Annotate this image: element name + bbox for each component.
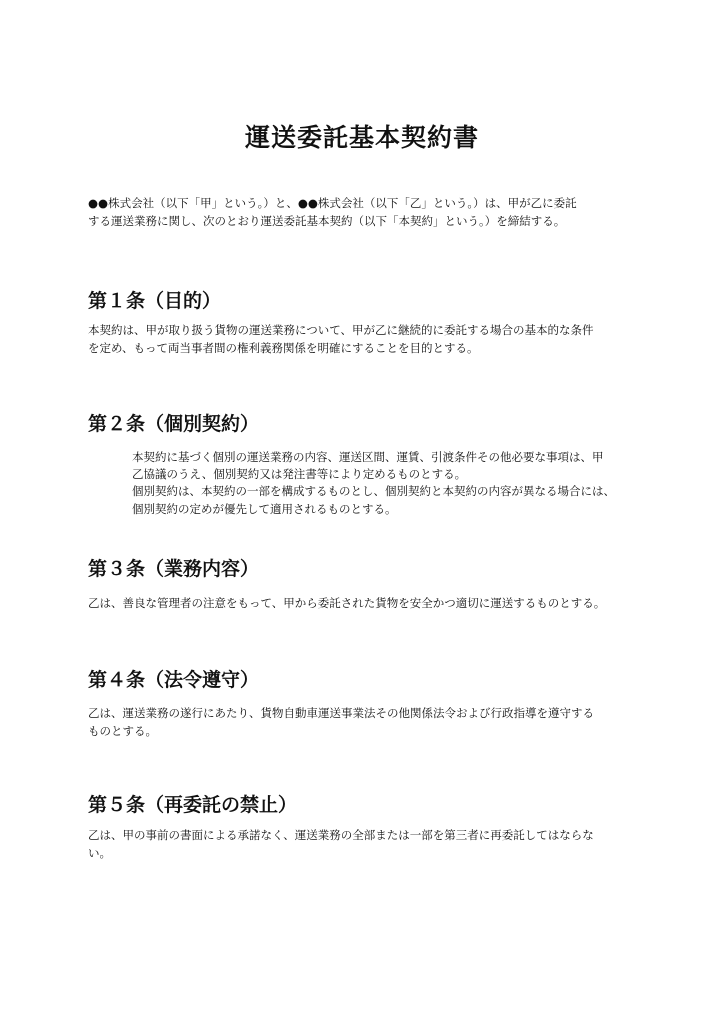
article-1-body (88, 321, 648, 357)
article-2-body (132, 448, 692, 518)
article-2-heading: 第２条（個別契約） (88, 413, 260, 435)
article-5-heading: 第５条（再委託の禁止） (88, 794, 298, 816)
preamble-line: する運送業務に関し、次のとおり運送委託基本契約（以下「本契約」という。）を締結する。 (88, 214, 566, 228)
body-line: 乙は、善良な管理者の注意をもって、甲から委託された貨物を安全かつ適切に運送するものとする。 (88, 596, 606, 610)
document-title: 運送委託基本契約書 (244, 123, 479, 152)
article-4-heading: 第４条（法令遵守） (88, 669, 260, 691)
body-line: 個別契約は、本契約の一部を構成するものとし、個別契約と本契約の内容が異なる場合には、 (132, 484, 615, 498)
body-line: 乙協議のうえ、個別契約又は発注書等により定めるものとする。 (132, 467, 467, 481)
body-line: を定め、もって両当事者間の権利義務関係を明確にすることを目的とする。 (88, 341, 479, 355)
body-line: 乙は、運送業務の遂行にあたり、貨物自動車運送事業法その他関係法令および行政指導を遵守する (88, 706, 594, 720)
article-1-heading: 第１条（目的） (88, 290, 222, 312)
article-4-body (88, 704, 648, 740)
preamble-line: ●●株式会社（以下「甲」という。）と、●●株式会社（以下「乙」という。）は、甲が乙に委託 (88, 196, 577, 210)
body-line: 乙は、甲の事前の書面による承諾なく、運送業務の全部または一部を第三者に再委託してはならな (88, 828, 594, 842)
body-line: い。 (88, 846, 111, 860)
body-line: ものとする。 (88, 724, 157, 738)
preamble (88, 194, 648, 230)
body-line: 個別契約の定めが優先して適用されるものとする。 (132, 502, 397, 516)
article-3-body (88, 594, 648, 612)
article-5-body (88, 826, 648, 862)
body-line: 本契約は、甲が取り扱う貨物の運送業務について、甲が乙に継続的に委託する場合の基本的な条件 (88, 323, 594, 337)
article-3-heading: 第３条（業務内容） (88, 558, 260, 580)
body-line: 本契約に基づく個別の運送業務の内容、運送区間、運賃、引渡条件その他必要な事項は、甲 (132, 450, 604, 464)
